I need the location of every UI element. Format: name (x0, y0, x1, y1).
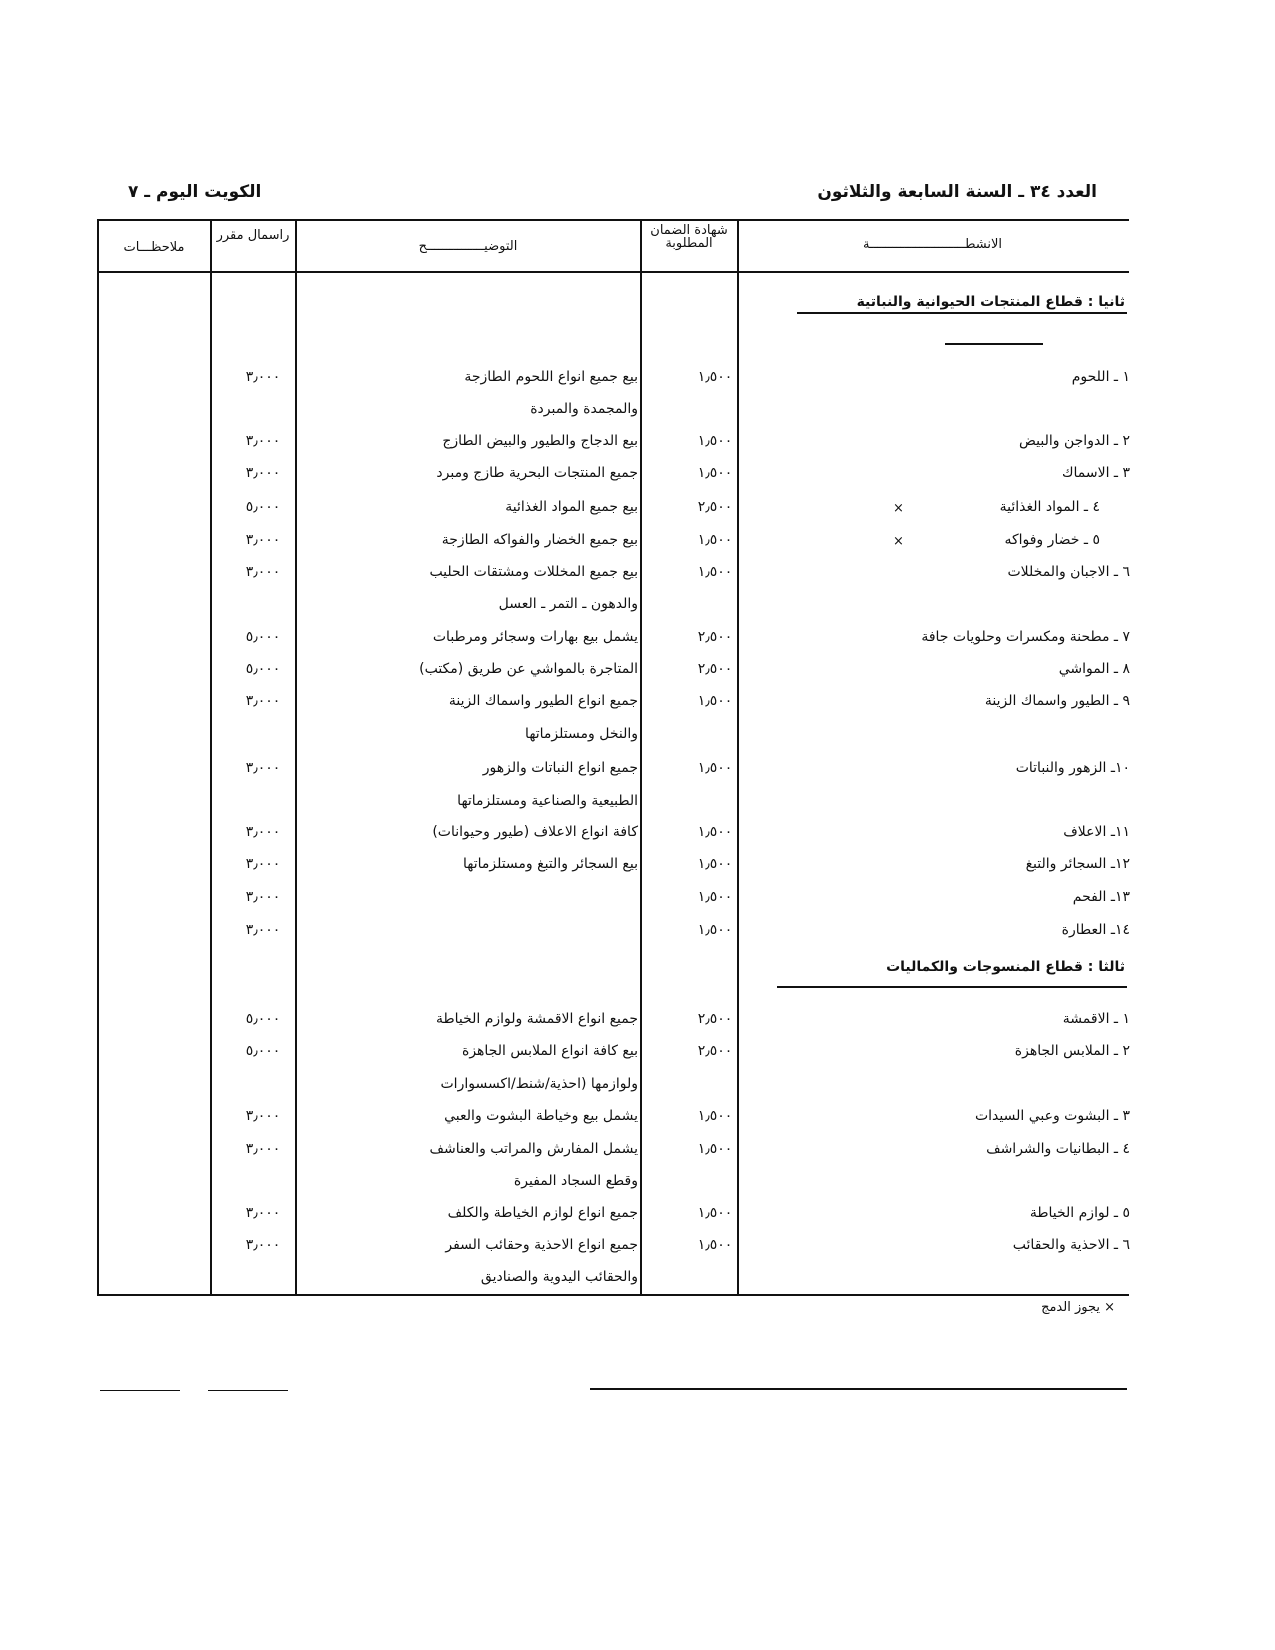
activity-cell: ٣ ـ البشوت وعبي السيدات (974, 1108, 1130, 1124)
certificate-cell: ١٫٥٠٠ (697, 1237, 733, 1253)
activity-cell: ١ ـ الاقمشة (1062, 1011, 1130, 1027)
description-cell: جميع انواع الطيور واسماك الزينة (448, 693, 638, 709)
section-underline (945, 343, 1043, 345)
certificate-cell: ٢٫٥٠٠ (697, 661, 733, 677)
capital-cell: ٣٫٠٠٠ (245, 1205, 281, 1221)
activity-cell: ٨ ـ المواشي (1058, 661, 1130, 677)
certificate-cell: ٢٫٥٠٠ (697, 499, 733, 515)
header-right: العدد ٣٤ ـ السنة السابعة والثلاثون (817, 182, 1097, 202)
description-cell: كافة انواع الاعلاف (طيور وحيوانات) (432, 824, 638, 840)
header-left: الكويت اليوم ـ ٧ (128, 182, 262, 202)
bottom-rule-right (590, 1388, 1127, 1390)
description-cell: جميع انواع الاحذية وحقائب السفر (445, 1237, 638, 1253)
description-cell: جميع انواع النباتات والزهور (482, 760, 638, 776)
certificate-cell: ١٫٥٠٠ (697, 1205, 733, 1221)
capital-cell: ٣٫٠٠٠ (245, 693, 281, 709)
capital-cell: ٣٫٠٠٠ (245, 1237, 281, 1253)
activity-cell: ١١ـ الاعلاف (1063, 824, 1130, 840)
capital-cell: ٣٫٠٠٠ (245, 889, 281, 905)
activity-cell: ٣ ـ الاسماك (1061, 465, 1130, 481)
capital-cell: ٣٫٠٠٠ (245, 1108, 281, 1124)
description-cell: يشمل بيع بهارات وسجائر ومرطبات (432, 629, 638, 645)
activity-cell: ١٣ـ الفحم (1072, 889, 1130, 905)
capital-cell: ٣٫٠٠٠ (245, 465, 281, 481)
description-cell: بيع جميع انواع اللحوم الطازجة (464, 369, 638, 385)
section-underline (797, 312, 1127, 314)
activity-cell: ١٠ـ الزهور والنباتات (1015, 760, 1130, 776)
certificate-cell: ١٫٥٠٠ (697, 824, 733, 840)
certificate-cell: ١٫٥٠٠ (697, 1108, 733, 1124)
capital-cell: ٣٫٠٠٠ (245, 1141, 281, 1157)
capital-cell: ٥٫٠٠٠ (245, 629, 281, 645)
capital-cell: ٥٫٠٠٠ (245, 499, 281, 515)
description-cell: بيع جميع المخللات ومشتقات الحليب (429, 564, 638, 580)
certificate-cell: ١٫٥٠٠ (697, 433, 733, 449)
activity-cell: ٢ ـ الدواجن والبيض (1019, 433, 1130, 449)
certificate-cell: ١٫٥٠٠ (697, 465, 733, 481)
capital-cell: ٣٫٠٠٠ (245, 824, 281, 840)
description-cell: المتاجرة بالمواشي عن طريق (مكتب) (419, 661, 638, 677)
col-header-capital: راسمال مقرر (216, 228, 290, 243)
activity-cell: ٥ ـ خضار وفواكه (1004, 532, 1100, 548)
certificate-cell: ٢٫٥٠٠ (697, 1043, 733, 1059)
description-cell: يشمل بيع وخياطة البشوت والعبي (444, 1108, 638, 1124)
description-cell: وقطع السجاد المفيرة (513, 1173, 638, 1189)
certificate-cell: ١٫٥٠٠ (697, 369, 733, 385)
certificate-cell: ١٫٥٠٠ (697, 922, 733, 938)
certificate-cell: ١٫٥٠٠ (697, 532, 733, 548)
col-border-notes (210, 219, 212, 1296)
certificate-cell: ١٫٥٠٠ (697, 693, 733, 709)
activity-cell: ٦ ـ الاحذية والحقائب (1012, 1237, 1130, 1253)
merge-mark: × (893, 534, 904, 549)
description-cell: يشمل المفارش والمراتب والعناشف (429, 1141, 638, 1157)
certificate-cell: ١٫٥٠٠ (697, 1141, 733, 1157)
certificate-cell: ١٫٥٠٠ (697, 889, 733, 905)
description-cell: والدهون ـ التمر ـ العسل (498, 596, 638, 612)
activity-cell: ٥ ـ لوازم الخياطة (1029, 1205, 1130, 1221)
activity-cell: ١٤ـ العطارة (1061, 922, 1130, 938)
description-cell: الطبيعية والصناعية ومستلزماتها (457, 793, 638, 809)
col-header-notes: ملاحظـــات (123, 240, 185, 255)
merge-mark: × (893, 501, 904, 516)
col-border-left (97, 219, 99, 1296)
activity-cell: ٧ ـ مطحنة ومكسرات وحلويات جافة (921, 629, 1130, 645)
bottom-rule-left (100, 1390, 180, 1391)
activity-cell: ١٢ـ السجائر والتبغ (1025, 856, 1130, 872)
description-cell: جميع انواع لوازم الخياطة والكلف (447, 1205, 638, 1221)
capital-cell: ٥٫٠٠٠ (245, 1011, 281, 1027)
description-cell: بيع الدجاج والطيور والبيض الطازج (442, 433, 638, 449)
activity-cell: ٦ ـ الاجبان والمخللات (1007, 564, 1130, 580)
certificate-cell: ٢٫٥٠٠ (697, 629, 733, 645)
activity-cell: ٩ ـ الطيور واسماك الزينة (984, 693, 1130, 709)
certificate-cell: ١٫٥٠٠ (697, 760, 733, 776)
capital-cell: ٣٫٠٠٠ (245, 922, 281, 938)
capital-cell: ٥٫٠٠٠ (245, 1043, 281, 1059)
col-header-description: التوضيـــــــــــــــح (418, 239, 518, 254)
col-border-desc (640, 219, 642, 1296)
col-header-certificate: شهادة الضمان المطلوبة (650, 223, 728, 251)
description-cell: ولوازمها (احذية/شنط/اكسسوارات (440, 1076, 638, 1092)
section-underline (777, 986, 1127, 988)
certificate-cell: ٢٫٥٠٠ (697, 1011, 733, 1027)
col-header-activities: الانشطـــــــــــــــــــــــــة (862, 237, 1003, 252)
activity-cell: ٢ ـ الملابس الجاهزة (1014, 1043, 1130, 1059)
description-cell: جميع انواع الاقمشة ولوازم الخياطة (435, 1011, 638, 1027)
activity-cell: ٤ ـ البطانيات والشراشف (986, 1141, 1130, 1157)
table-top-border (97, 219, 1129, 221)
certificate-cell: ١٫٥٠٠ (697, 856, 733, 872)
certificate-cell: ١٫٥٠٠ (697, 564, 733, 580)
header-separator (97, 271, 1129, 273)
description-cell: بيع كافة انواع الملابس الجاهزة (461, 1043, 638, 1059)
description-cell: والنخل ومستلزماتها (525, 726, 638, 742)
capital-cell: ٣٫٠٠٠ (245, 564, 281, 580)
capital-cell: ٥٫٠٠٠ (245, 661, 281, 677)
description-cell: جميع المنتجات البحرية طازج ومبرد (436, 465, 638, 481)
bottom-rule-mid (208, 1390, 288, 1391)
section-title: ثالثا : قطاع المنسوجات والكماليات (886, 959, 1125, 975)
capital-cell: ٣٫٠٠٠ (245, 760, 281, 776)
description-cell: بيع جميع الخضار والفواكه الطازجة (441, 532, 638, 548)
section-title: ثانيا : قطاع المنتجات الحيوانية والنباتية (856, 294, 1125, 310)
activity-cell: ٤ ـ المواد الغذائية (999, 499, 1100, 515)
activity-cell: ١ ـ اللحوم (1071, 369, 1130, 385)
footnote: × يجوز الدمج (1041, 1300, 1115, 1315)
capital-cell: ٣٫٠٠٠ (245, 532, 281, 548)
capital-cell: ٣٫٠٠٠ (245, 856, 281, 872)
description-cell: بيع جميع المواد الغذائية (505, 499, 638, 515)
description-cell: والحقائب اليدوية والصناديق (480, 1269, 638, 1285)
table-bottom-border (97, 1294, 1129, 1296)
description-cell: والمجمدة والمبردة (530, 401, 638, 417)
description-cell: بيع السجائر والتبغ ومستلزماتها (462, 856, 638, 872)
capital-cell: ٣٫٠٠٠ (245, 369, 281, 385)
capital-cell: ٣٫٠٠٠ (245, 433, 281, 449)
